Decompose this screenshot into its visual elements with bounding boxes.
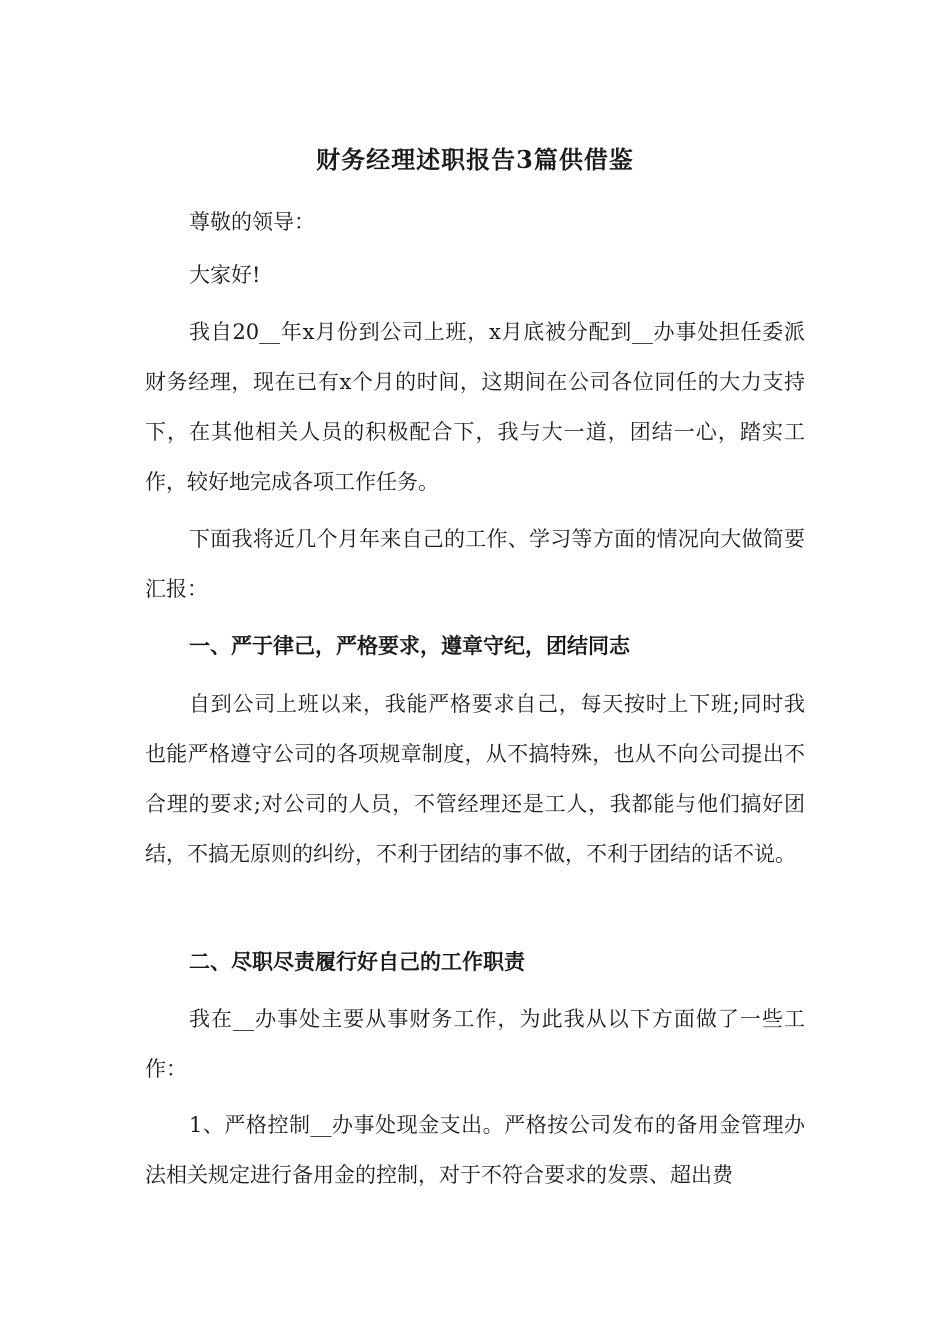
item1-paragraph: 1、严格控制__办事处现金支出。严格按公司发布的备用金管理办法相关规定进行备用金的控制，对于不符合要求的发票、超出费: [145, 1113, 805, 1187]
section1-heading: 一、严于律己，严格要求，遵章守纪，团结同志: [189, 633, 630, 658]
hello-paragraph: 大家好!: [189, 263, 261, 287]
section2-heading: 二、尽职尽责履行好自己的工作职责: [189, 949, 525, 974]
section1-paragraph: 自到公司上班以来，我能严格要求自己，每天按时上下班;同时我也能严格遵守公司的各项规章制度，从不搞特殊，也从不向公司提出不合理的要求;对公司的人员，不管经理还是工人，我都能与他们搞好团结，不搞无原则的纠纷，不利于团结的事不做，不利于团结的话不说。: [145, 692, 805, 866]
intro-paragraph: 我自20__年x月份到公司上班，x月底被分配到__办事处担任委派财务经理，现在已有x个月的时间，这期间在公司各位同任的大力支持下，在其他相关人员的积极配合下，我与大一道，团结一心，踏实工作，较好地完成各项工作任务。: [145, 320, 805, 494]
document-title: 财务经理述职报告3篇供借鉴: [316, 145, 634, 174]
summary-paragraph: 下面我将近几个月年来自己的工作、学习等方面的情况向大做简要汇报：: [145, 527, 805, 601]
greeting-paragraph: 尊敬的领导：: [189, 210, 315, 234]
section2-paragraph: 我在__办事处主要从事财务工作，为此我从以下方面做了一些工作：: [145, 1007, 805, 1081]
